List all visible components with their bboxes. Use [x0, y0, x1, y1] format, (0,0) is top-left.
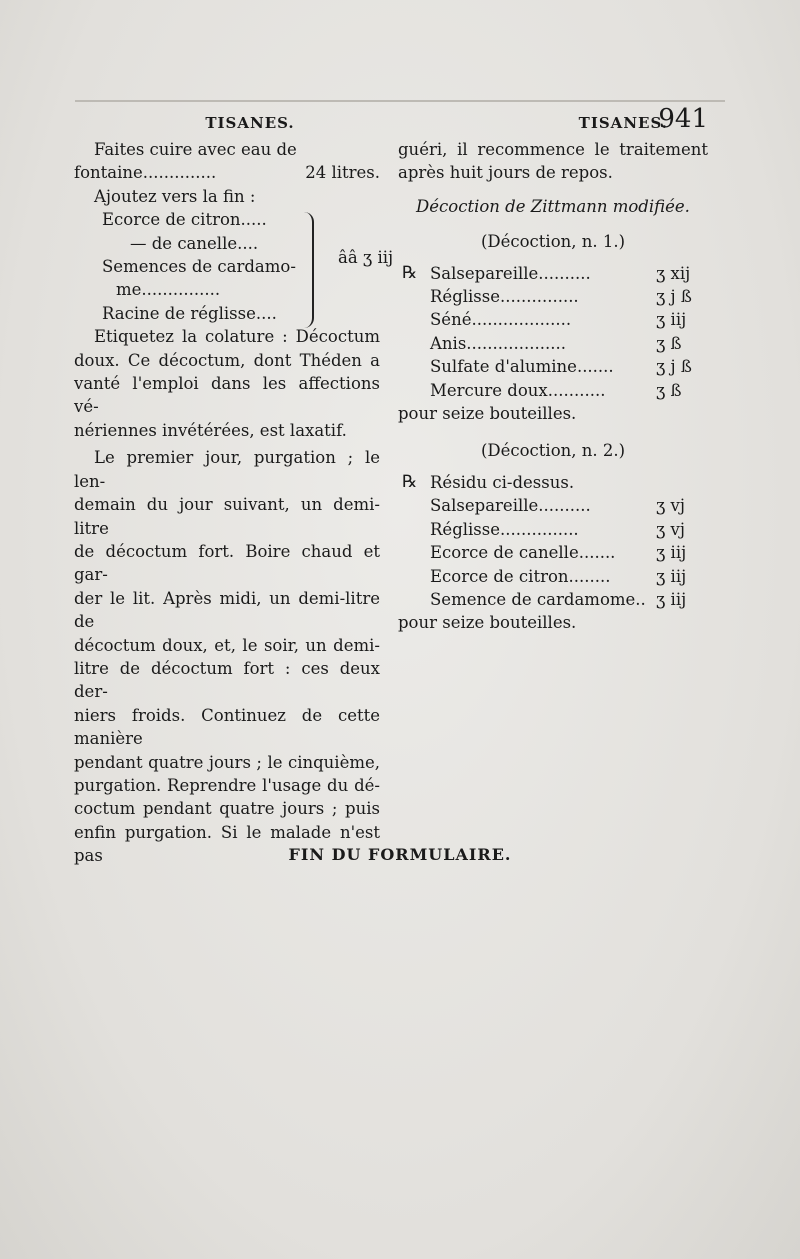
ingredient-name: Ecorce de citron........: [430, 566, 611, 586]
left-paragraph-1: [74, 325, 380, 442]
ingredient-dose: ʒ xij: [656, 263, 691, 283]
left-line-2-label: fontaine..............: [74, 163, 217, 183]
ingredient-dose: ʒ ß: [656, 333, 682, 353]
ingredient-name: Sulfate d'alumine.......: [430, 357, 614, 377]
left-paragraph-2: [74, 446, 380, 867]
ingredient-dose: ʒ iij: [656, 566, 687, 586]
ingredient-name: Séné...................: [430, 310, 572, 330]
text-line: après huit jours de repos.: [398, 163, 613, 183]
left-line-3: Ajoutez vers la fin :: [94, 186, 256, 206]
ingredient-name: Semence de cardamome..: [430, 589, 646, 609]
recipe-symbol-icon: ℞: [402, 262, 418, 283]
left-line-2-value: 24 litres.: [305, 163, 380, 183]
text-line: nériennes invétérées, est laxatif.: [74, 420, 347, 440]
ingredient-row: [430, 285, 708, 308]
section-1-footer: pour seize bouteilles.: [398, 404, 577, 424]
text-line: de décoctum fort. Boire chaud et gar-: [74, 541, 380, 585]
section-2-title: (Décoction, n. 2.): [480, 441, 626, 461]
section-2-footer: pour seize bouteilles.: [398, 613, 577, 633]
right-header-title: TISANES.: [578, 114, 668, 132]
ingredient-name: Réglisse...............: [430, 287, 579, 307]
ingredient-row: [430, 332, 708, 355]
text-line: Etiquetez la colature : Décoctum: [94, 327, 380, 347]
text-line: coctum pendant quatre jours ; puis: [74, 799, 380, 819]
brace-item: Ecorce de citron.....: [102, 210, 267, 230]
left-line-2: [74, 161, 380, 184]
end-of-formulary-heading: FIN DU FORMULAIRE.: [288, 845, 512, 864]
ingredient-row: [430, 379, 708, 402]
right-running-header: [398, 104, 708, 138]
ingredient-name: Anis...................: [430, 333, 566, 353]
brace-item: me...............: [116, 280, 221, 300]
text-line: Le premier jour, purgation ; le len-: [74, 448, 380, 491]
left-running-header: TISANES.: [205, 114, 295, 132]
ingredient-dose: ʒ j ß: [656, 287, 692, 307]
ingredient-row: [430, 308, 708, 331]
left-line-1: Faites cuire avec eau de: [94, 140, 297, 159]
right-column: [398, 104, 708, 635]
ingredient-dose: ʒ ß: [656, 380, 682, 400]
brace-item: Racine de réglisse....: [102, 303, 277, 323]
section-1-list: [398, 262, 708, 402]
text-line: purgation. Reprendre l'usage du dé-: [74, 775, 380, 795]
brace-item: Semences de cardamo-: [102, 257, 296, 277]
brace-dose: ââ ʒ iij: [338, 248, 394, 268]
residue-line: Résidu ci-dessus.: [430, 472, 575, 492]
curly-brace: [302, 212, 314, 328]
text-line: demain du jour suivant, un demi-litre: [74, 495, 380, 538]
top-rule: [75, 100, 725, 102]
text-line: enfin purgation. Si le malade n'est pas: [74, 822, 380, 866]
ingredient-row: [430, 262, 708, 285]
ingredient-row: [430, 565, 708, 588]
recipe-title: Décoction de Zittmann modifiée.: [416, 196, 690, 216]
text-line: niers froids. Continuez de cette manière: [74, 705, 380, 749]
ingredient-dose: ʒ iij: [656, 543, 687, 563]
ingredient-row: [430, 541, 708, 564]
left-column: [74, 108, 394, 868]
section-2-list: [398, 471, 708, 611]
text-line: pendant quatre jours ; le cinquième,: [74, 752, 380, 772]
page-number: 941: [658, 104, 708, 134]
ingredient-name: Mercure doux...........: [430, 380, 606, 400]
text-line: doux. Ce décoctum, dont Théden a: [74, 350, 380, 370]
ingredient-name: Salsepareille..........: [430, 263, 591, 283]
ingredient-brace-group: [102, 208, 394, 325]
recipe-symbol-icon: ℞: [402, 471, 418, 492]
ingredient-dose: ʒ vj: [656, 519, 685, 539]
ingredient-name: Ecorce de canelle.......: [430, 543, 616, 563]
text-line: der le lit. Après midi, un demi-litre de: [74, 588, 380, 632]
ingredient-row: [430, 355, 708, 378]
ingredient-dose: ʒ iij: [656, 310, 687, 330]
ingredient-row: [430, 518, 708, 541]
ingredient-row: [430, 588, 708, 611]
ingredient-name: Réglisse...............: [430, 519, 579, 539]
ingredient-dose: ʒ vj: [656, 496, 685, 516]
ingredient-name: Salsepareille..........: [430, 496, 591, 516]
text-line: décoctum doux, et, le soir, un demi-: [74, 635, 380, 655]
text-line: litre de décoctum fort : ces deux der-: [74, 658, 380, 702]
section-1-title: (Décoction, n. 1.): [480, 232, 626, 252]
text-line: guéri, il recommence le traitement: [398, 140, 708, 159]
text-line: vanté l'emploi dans les affections vé-: [74, 374, 380, 417]
ingredient-row: [430, 494, 708, 517]
ingredient-dose: ʒ iij: [656, 589, 687, 609]
ingredient-dose: ʒ j ß: [656, 357, 692, 377]
brace-item: — de canelle....: [130, 233, 259, 253]
